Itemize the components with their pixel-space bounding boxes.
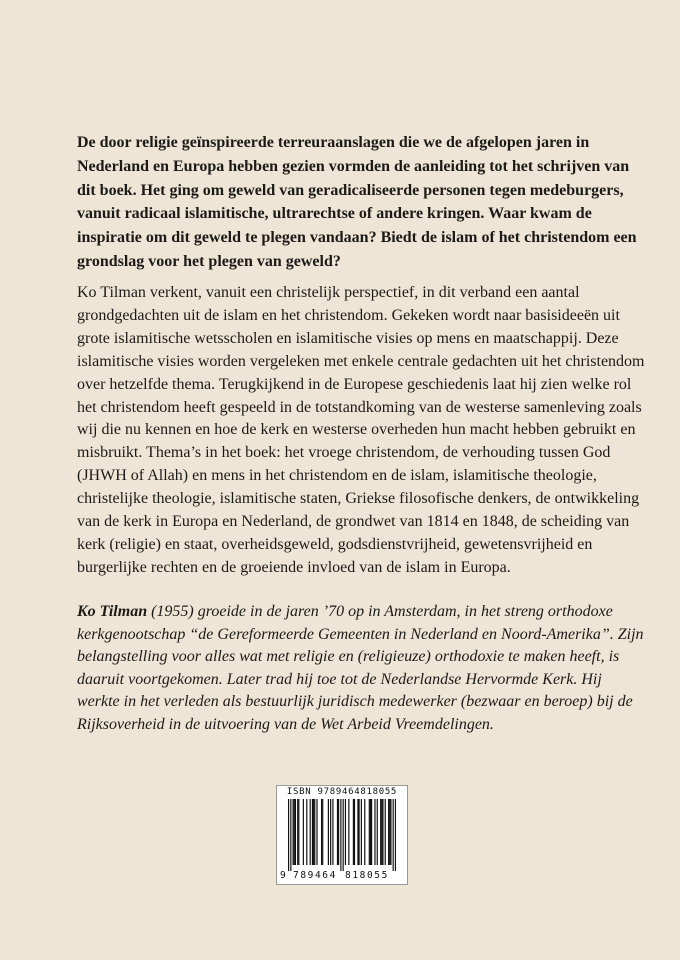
barcode-bar <box>297 799 298 865</box>
barcode-guard-bar <box>288 799 289 871</box>
barcode-bars <box>288 799 396 871</box>
barcode-bar <box>353 799 354 865</box>
barcode-guard-bar <box>393 799 394 871</box>
barcode-bar <box>295 799 296 865</box>
barcode-bar <box>332 799 333 865</box>
barcode-bar <box>348 799 349 865</box>
barcode-bar <box>371 799 372 865</box>
description-paragraph: Ko Tilman verkent, vanuit een christelijk perspectief, in dit verband een aantal grondgedachten uit de islam en het christendom. Gekeken wordt naar basisideeën uit grote islamitische wetsscholen en islamitische visies op mens en maatschappij. Deze islamitische visies worden vergeleken met enkele centrale gedachten uit het christendom over hetzelfde thema. Terugkijkend in de Europese geschiedenis laat hij zien welke rol het christendom heeft gespeeld in de totstandkoming van de westerse samenleving zoals wij die nu kennen en hoe de kerk en westerse overheden hun macht hebben gebruikt en misbruikt. Thema’s in het boek: het vroege christendom, de verhouding tussen God (JHWH of Allah) en mens in het christendom en de islam, islamitische theologie, christelijke theologie, islamitische staten, Griekse filosofische denkers, de ontwikkeling van de kerk in Europa en Nederland, de grondwet van 1814 en 1848, de scheiding van kerk (religie) en staat, overheidsgeweld, godsdienstvrijheid, gewetensvrijheid en burgerlijke rechten en de groeiende invloed van de islam in Europa. <box>77 284 645 576</box>
barcode-digit-first: 9 <box>280 870 288 881</box>
barcode-bar <box>389 799 390 865</box>
barcode-bar <box>354 799 355 865</box>
intro-paragraph: De door religie geïnspireerde terreuraanslagen die we de afgelopen jaren in Nederland en Europa hebben gezien vormden de aanleiding tot het schrijven van dit boek. Het ging om geweld van geradicaliseerde personen tegen medeburgers, vanuit radicaal islamitische, ultrarechtse of andere kringen. Waar kwam de inspiratie om dit geweld te plegen vandaan? Biedt de islam of het christendom een grondslag voor het plegen van geweld? <box>77 134 637 270</box>
author-bio-text: (1955) groeide in de jaren ’70 op in Amsterdam, in het streng orthodoxe kerkgenootschap “de Gereformeerde Gemeenten in Nederland en Noord-Amerika”. Zijn belangstelling voor alles wat met religie en (religieuze) orthodoxie te maken heeft, is daaruit voortgekomen. Later trad hij toe tot de Nederlandse Hervormde Kerk. Hij werkte in het verleden als bestuurlijk juridisch medewerker (bezwaar en beroep) bij de Rijksoverheid in de uitvoering van de Wet Arbeid Vreemdelingen. <box>77 603 644 733</box>
barcode-bar <box>357 799 358 865</box>
barcode-bar <box>390 799 391 865</box>
barcode-bar <box>328 799 329 865</box>
isbn-label: ISBN 9789464818055 <box>286 787 398 797</box>
barcode-bar <box>370 799 371 865</box>
barcode-bar <box>388 799 389 865</box>
barcode-bar <box>312 799 313 865</box>
barcode-bar <box>298 799 299 865</box>
barcode-bar <box>306 799 307 865</box>
barcode-guard-bar <box>395 799 396 871</box>
barcode-bar <box>374 799 375 865</box>
barcode-bar <box>345 799 346 865</box>
barcode-bar <box>313 799 314 865</box>
barcode-bar <box>314 799 315 865</box>
barcode-digits-left: 789464 <box>293 870 337 881</box>
author-name: Ko Tilman <box>77 603 148 620</box>
barcode-bar <box>338 799 339 865</box>
barcode-bar <box>293 799 294 865</box>
barcode-bar <box>358 799 359 865</box>
barcode-bar <box>303 799 304 865</box>
barcode-guard-bar <box>290 799 291 871</box>
barcode-guard-bar <box>340 799 341 871</box>
barcode-bar <box>316 799 317 865</box>
barcode-bar <box>382 799 383 865</box>
barcode-digits-right: 818055 <box>345 870 389 881</box>
isbn-barcode <box>276 785 408 885</box>
barcode-bar <box>330 799 331 865</box>
author-bio <box>77 601 647 737</box>
barcode-bar <box>337 799 338 865</box>
barcode-bar <box>322 799 323 865</box>
barcode-bar <box>381 799 382 865</box>
barcode-bar <box>310 799 311 865</box>
barcode-bar <box>385 799 386 865</box>
barcode-bar <box>369 799 370 865</box>
barcode-bar <box>377 799 378 865</box>
barcode-bar <box>321 799 322 865</box>
barcode-bar <box>380 799 381 865</box>
barcode-guard-bar <box>343 799 344 871</box>
barcode-bar <box>364 799 365 865</box>
barcode-bar <box>294 799 295 865</box>
barcode-bar <box>361 799 362 865</box>
